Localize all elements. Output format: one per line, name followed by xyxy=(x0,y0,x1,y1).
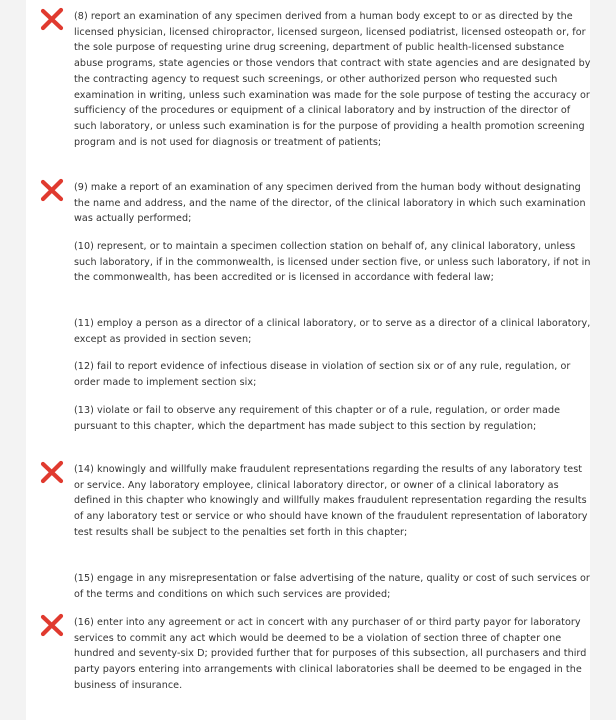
red-x-icon xyxy=(40,7,64,31)
provision-text: (14) knowingly and willfully make fraudulent representations regarding the results of any laboratory test or service. Any laboratory employee, clinical laboratory director, or owner of a clinical laboratory as defined in this chapter who knowingly and willfully makes fraudulent representation regarding the results of any laboratory test or service or who should have known of the fraudulent representation of laboratory test results shall be subject to the penalties set forth in this chapter; xyxy=(74,464,588,538)
provision-text: (8) report an examination of any specimen derived from a human body except to or as directed by the licensed physician, licensed chiropractor, licensed surgeon, licensed podiatrist, licensed osteopath or, for the sole purpose of requesting urine drug screening, department of public health-licensed substance abuse programs, state agencies or those vendors that contract with state agencies and are designated by the contracting agency to request such screenings, or other authorized person who requested such examination in writing, unless such examination was made for the sole purpose of testing the accuracy or sufficiency of the procedures or equipment of a clinical laboratory and by instruction of the director of such laboratory, or unless such examination is for the purpose of providing a health promotion screening program and is not used for diagnosis or treatment of patients; xyxy=(74,11,591,148)
provision-text: (9) make a report of an examination of any specimen derived from the human body without designating the name and address, and the name of the director, of the clinical laboratory in which such examination was actually performed; xyxy=(74,182,586,225)
provision-text: (16) enter into any agreement or act in concert with any purchaser of or third party payor for laboratory services to commit any act which would be deemed to be a violation of section three of chapter one hundred and seventy-six D; provided further that for purposes of this subsection, all purchasers and third party payors entering into arrangements with clinical laboratories shall be deemed to be engaged in the business of insurance. xyxy=(74,617,587,691)
list-item xyxy=(74,316,594,347)
list-item xyxy=(74,571,594,602)
red-x-icon xyxy=(40,178,64,202)
list-item xyxy=(74,615,594,694)
list-item xyxy=(74,403,594,434)
list-item xyxy=(74,180,594,227)
provision-text: (12) fail to report evidence of infectious disease in violation of section six or of any rule, regulation, or order made to implement section six; xyxy=(74,361,571,388)
provision-text: (13) violate or fail to observe any requirement of this chapter or of a rule, regulation, or order made pursuant to this chapter, which the department has made subject to this section by regulation; xyxy=(74,405,561,432)
provision-text: (10) represent, or to maintain a specimen collection station on behalf of, any clinical laboratory, unless such laboratory, if in the commonwealth, is licensed under section five, or unless such laboratory, if not in the commonwealth, has been accredited or is licensed in accordance with federal law; xyxy=(74,241,591,284)
list-item xyxy=(74,462,594,541)
provision-text: (11) employ a person as a director of a clinical laboratory, or to serve as a director of a clinical laboratory, except as provided in section seven; xyxy=(74,318,591,345)
list-item xyxy=(74,9,594,150)
list-item xyxy=(74,359,594,390)
red-x-icon xyxy=(40,460,64,484)
provision-text: (15) engage in any misrepresentation or false advertising of the nature, quality or cost of such services or of the terms and conditions on which such services are provided; xyxy=(74,573,590,600)
red-x-icon xyxy=(40,613,64,637)
list-item xyxy=(74,239,594,286)
document-page xyxy=(26,0,590,720)
